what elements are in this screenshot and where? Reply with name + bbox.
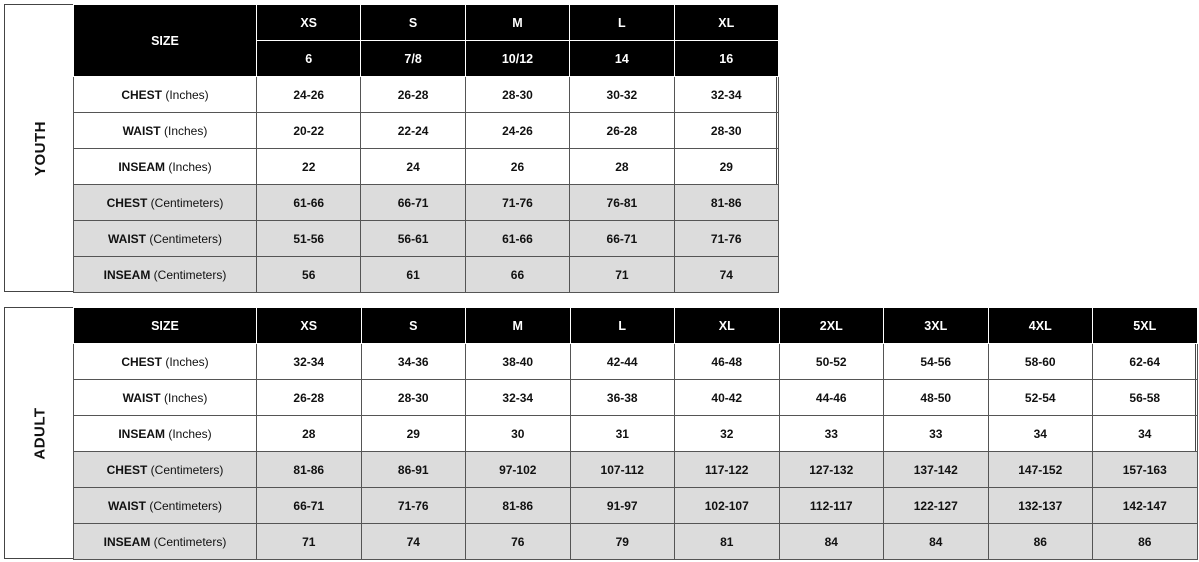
youth-value-cell: 61 bbox=[361, 257, 465, 293]
adult-measurement-row bbox=[74, 452, 1198, 488]
adult-value-cell: 28 bbox=[257, 416, 362, 452]
youth-value-cell: 61-66 bbox=[465, 221, 569, 257]
adult-row-label bbox=[74, 524, 257, 560]
youth-value-cell: 56 bbox=[257, 257, 361, 293]
adult-value-cell: 34-36 bbox=[361, 344, 466, 380]
adult-value-cell: 48-50 bbox=[884, 380, 989, 416]
youth-value-cell: 22 bbox=[257, 149, 361, 185]
adult-side-label-text: ADULT bbox=[32, 406, 49, 460]
youth-value-cell: 61-66 bbox=[257, 185, 361, 221]
youth-value-cell: 24 bbox=[361, 149, 465, 185]
youth-side-label-text: YOUTH bbox=[32, 120, 49, 176]
adult-measurement-row bbox=[74, 380, 1198, 416]
youth-measurement-row bbox=[74, 257, 779, 293]
adult-value-cell: 86 bbox=[988, 524, 1093, 560]
youth-value-cell: 26-28 bbox=[570, 113, 674, 149]
adult-value-cell: 84 bbox=[779, 524, 884, 560]
adult-value-cell: 34 bbox=[1093, 416, 1198, 452]
adult-value-cell: 66-71 bbox=[257, 488, 362, 524]
adult-row-label bbox=[74, 380, 257, 416]
measurement-unit: (Inches) bbox=[165, 354, 209, 369]
adult-value-cell: 81-86 bbox=[466, 488, 571, 524]
adult-table bbox=[73, 307, 1198, 560]
adult-value-cell: 31 bbox=[570, 416, 675, 452]
youth-value-cell: 22-24 bbox=[361, 113, 465, 149]
adult-value-cell: 122-127 bbox=[884, 488, 989, 524]
adult-value-cell: 81 bbox=[675, 524, 780, 560]
adult-size-s: S bbox=[361, 308, 466, 344]
youth-value-cell: 26 bbox=[465, 149, 569, 185]
adult-value-cell: 32 bbox=[675, 416, 780, 452]
measurement-name: WAIST bbox=[107, 231, 146, 246]
youth-size-chart bbox=[4, 4, 777, 292]
adult-value-cell: 50-52 bbox=[779, 344, 884, 380]
youth-size-number: 10/12 bbox=[465, 41, 569, 77]
youth-value-cell: 81-86 bbox=[674, 185, 778, 221]
adult-value-cell: 58-60 bbox=[988, 344, 1093, 380]
youth-size-xl: XL bbox=[674, 5, 778, 41]
measurement-name: CHEST bbox=[106, 195, 148, 210]
adult-header-row bbox=[74, 308, 1198, 344]
youth-value-cell: 74 bbox=[674, 257, 778, 293]
adult-value-cell: 32-34 bbox=[466, 380, 571, 416]
measurement-name: INSEAM bbox=[118, 426, 165, 441]
adult-size-4xl: 4XL bbox=[988, 308, 1093, 344]
measurement-unit: (Centimeters) bbox=[153, 534, 227, 549]
adult-value-cell: 56-58 bbox=[1093, 380, 1198, 416]
adult-measurement-row bbox=[74, 344, 1198, 380]
adult-measurement-row bbox=[74, 416, 1198, 452]
measurement-name: CHEST bbox=[121, 354, 162, 369]
youth-side-label bbox=[5, 5, 76, 291]
measurement-unit: (Inches) bbox=[163, 390, 208, 405]
adult-value-cell: 36-38 bbox=[570, 380, 675, 416]
adult-value-cell: 142-147 bbox=[1093, 488, 1198, 524]
adult-measurement-row bbox=[74, 524, 1198, 560]
adult-value-cell: 112-117 bbox=[779, 488, 884, 524]
adult-value-cell: 29 bbox=[361, 416, 466, 452]
youth-value-cell: 32-34 bbox=[674, 77, 778, 113]
adult-value-cell: 91-97 bbox=[570, 488, 675, 524]
measurement-unit: (Inches) bbox=[168, 159, 212, 174]
adult-row-label bbox=[74, 488, 257, 524]
youth-value-cell: 51-56 bbox=[257, 221, 361, 257]
youth-value-cell: 20-22 bbox=[257, 113, 361, 149]
adult-value-cell: 52-54 bbox=[988, 380, 1093, 416]
adult-value-cell: 44-46 bbox=[779, 380, 884, 416]
adult-value-cell: 33 bbox=[884, 416, 989, 452]
youth-value-cell: 24-26 bbox=[257, 77, 361, 113]
youth-value-cell: 71 bbox=[570, 257, 674, 293]
youth-size-m: M bbox=[465, 5, 569, 41]
measurement-unit: (Centimeters) bbox=[149, 231, 223, 246]
youth-row-label bbox=[74, 77, 257, 113]
youth-measurement-row bbox=[74, 185, 779, 221]
measurement-unit: (Centimeters) bbox=[149, 498, 223, 513]
measurement-unit: (Centimeters) bbox=[153, 267, 227, 282]
adult-value-cell: 32-34 bbox=[257, 344, 362, 380]
youth-value-cell: 76-81 bbox=[570, 185, 674, 221]
adult-size-xs: XS bbox=[257, 308, 362, 344]
adult-value-cell: 71-76 bbox=[361, 488, 466, 524]
youth-size-header: SIZE bbox=[74, 5, 257, 77]
youth-size-number: 14 bbox=[570, 41, 674, 77]
adult-size-chart bbox=[4, 307, 1196, 559]
youth-value-cell: 28-30 bbox=[465, 77, 569, 113]
youth-size-l: L bbox=[570, 5, 674, 41]
youth-measurement-row bbox=[74, 113, 779, 149]
youth-value-cell: 71-76 bbox=[465, 185, 569, 221]
youth-table bbox=[73, 4, 779, 293]
youth-value-cell: 28-30 bbox=[674, 113, 778, 149]
adult-value-cell: 71 bbox=[257, 524, 362, 560]
adult-row-label bbox=[74, 344, 257, 380]
youth-row-label bbox=[74, 149, 257, 185]
measurement-name: INSEAM bbox=[118, 159, 165, 174]
youth-value-cell: 56-61 bbox=[361, 221, 465, 257]
adult-size-3xl: 3XL bbox=[884, 308, 989, 344]
youth-value-cell: 26-28 bbox=[361, 77, 465, 113]
measurement-unit: (Inches) bbox=[165, 87, 209, 102]
youth-value-cell: 28 bbox=[570, 149, 674, 185]
adult-row-label bbox=[74, 416, 257, 452]
youth-row-label bbox=[74, 113, 257, 149]
youth-size-xs: XS bbox=[257, 5, 361, 41]
youth-value-cell: 71-76 bbox=[674, 221, 778, 257]
adult-value-cell: 107-112 bbox=[570, 452, 675, 488]
adult-value-cell: 76 bbox=[466, 524, 571, 560]
adult-value-cell: 28-30 bbox=[361, 380, 466, 416]
adult-value-cell: 74 bbox=[361, 524, 466, 560]
adult-size-5xl: 5XL bbox=[1093, 308, 1198, 344]
adult-size-m: M bbox=[466, 308, 571, 344]
adult-measurement-row bbox=[74, 488, 1198, 524]
measurement-name: WAIST bbox=[122, 123, 161, 138]
adult-size-xl: XL bbox=[675, 308, 780, 344]
youth-row-label bbox=[74, 221, 257, 257]
adult-value-cell: 54-56 bbox=[884, 344, 989, 380]
adult-value-cell: 157-163 bbox=[1093, 452, 1198, 488]
youth-value-cell: 24-26 bbox=[465, 113, 569, 149]
adult-value-cell: 81-86 bbox=[257, 452, 362, 488]
measurement-unit: (Centimeters) bbox=[150, 462, 224, 477]
adult-value-cell: 86 bbox=[1093, 524, 1198, 560]
youth-size-number: 7/8 bbox=[361, 41, 465, 77]
adult-size-l: L bbox=[570, 308, 675, 344]
measurement-name: INSEAM bbox=[103, 267, 151, 282]
adult-value-cell: 132-137 bbox=[988, 488, 1093, 524]
adult-value-cell: 137-142 bbox=[884, 452, 989, 488]
youth-value-cell: 66 bbox=[465, 257, 569, 293]
adult-side-label bbox=[5, 308, 76, 558]
youth-size-number: 16 bbox=[674, 41, 778, 77]
youth-size-number: 6 bbox=[257, 41, 361, 77]
adult-value-cell: 46-48 bbox=[675, 344, 780, 380]
adult-size-header: SIZE bbox=[74, 308, 257, 344]
adult-value-cell: 86-91 bbox=[361, 452, 466, 488]
youth-value-cell: 66-71 bbox=[570, 221, 674, 257]
adult-value-cell: 62-64 bbox=[1093, 344, 1198, 380]
measurement-name: WAIST bbox=[122, 390, 161, 405]
adult-value-cell: 34 bbox=[988, 416, 1093, 452]
youth-value-cell: 66-71 bbox=[361, 185, 465, 221]
adult-value-cell: 117-122 bbox=[675, 452, 780, 488]
adult-value-cell: 79 bbox=[570, 524, 675, 560]
measurement-name: WAIST bbox=[107, 498, 146, 513]
adult-value-cell: 40-42 bbox=[675, 380, 780, 416]
adult-value-cell: 97-102 bbox=[466, 452, 571, 488]
youth-size-s: S bbox=[361, 5, 465, 41]
adult-value-cell: 84 bbox=[884, 524, 989, 560]
youth-value-cell: 29 bbox=[674, 149, 778, 185]
adult-value-cell: 38-40 bbox=[466, 344, 571, 380]
measurement-unit: (Inches) bbox=[163, 123, 208, 138]
youth-value-cell: 30-32 bbox=[570, 77, 674, 113]
adult-value-cell: 42-44 bbox=[570, 344, 675, 380]
adult-value-cell: 102-107 bbox=[675, 488, 780, 524]
measurement-name: CHEST bbox=[106, 462, 148, 477]
youth-header-row bbox=[74, 5, 779, 41]
adult-value-cell: 26-28 bbox=[257, 380, 362, 416]
adult-size-2xl: 2XL bbox=[779, 308, 884, 344]
youth-measurement-row bbox=[74, 149, 779, 185]
adult-value-cell: 147-152 bbox=[988, 452, 1093, 488]
youth-measurement-row bbox=[74, 77, 779, 113]
measurement-unit: (Centimeters) bbox=[150, 195, 224, 210]
adult-value-cell: 127-132 bbox=[779, 452, 884, 488]
youth-measurement-row bbox=[74, 221, 779, 257]
measurement-name: INSEAM bbox=[103, 534, 151, 549]
adult-value-cell: 33 bbox=[779, 416, 884, 452]
measurement-unit: (Inches) bbox=[168, 426, 212, 441]
measurement-name: CHEST bbox=[121, 87, 162, 102]
adult-row-label bbox=[74, 452, 257, 488]
youth-row-label bbox=[74, 257, 257, 293]
adult-value-cell: 30 bbox=[466, 416, 571, 452]
youth-row-label bbox=[74, 185, 257, 221]
